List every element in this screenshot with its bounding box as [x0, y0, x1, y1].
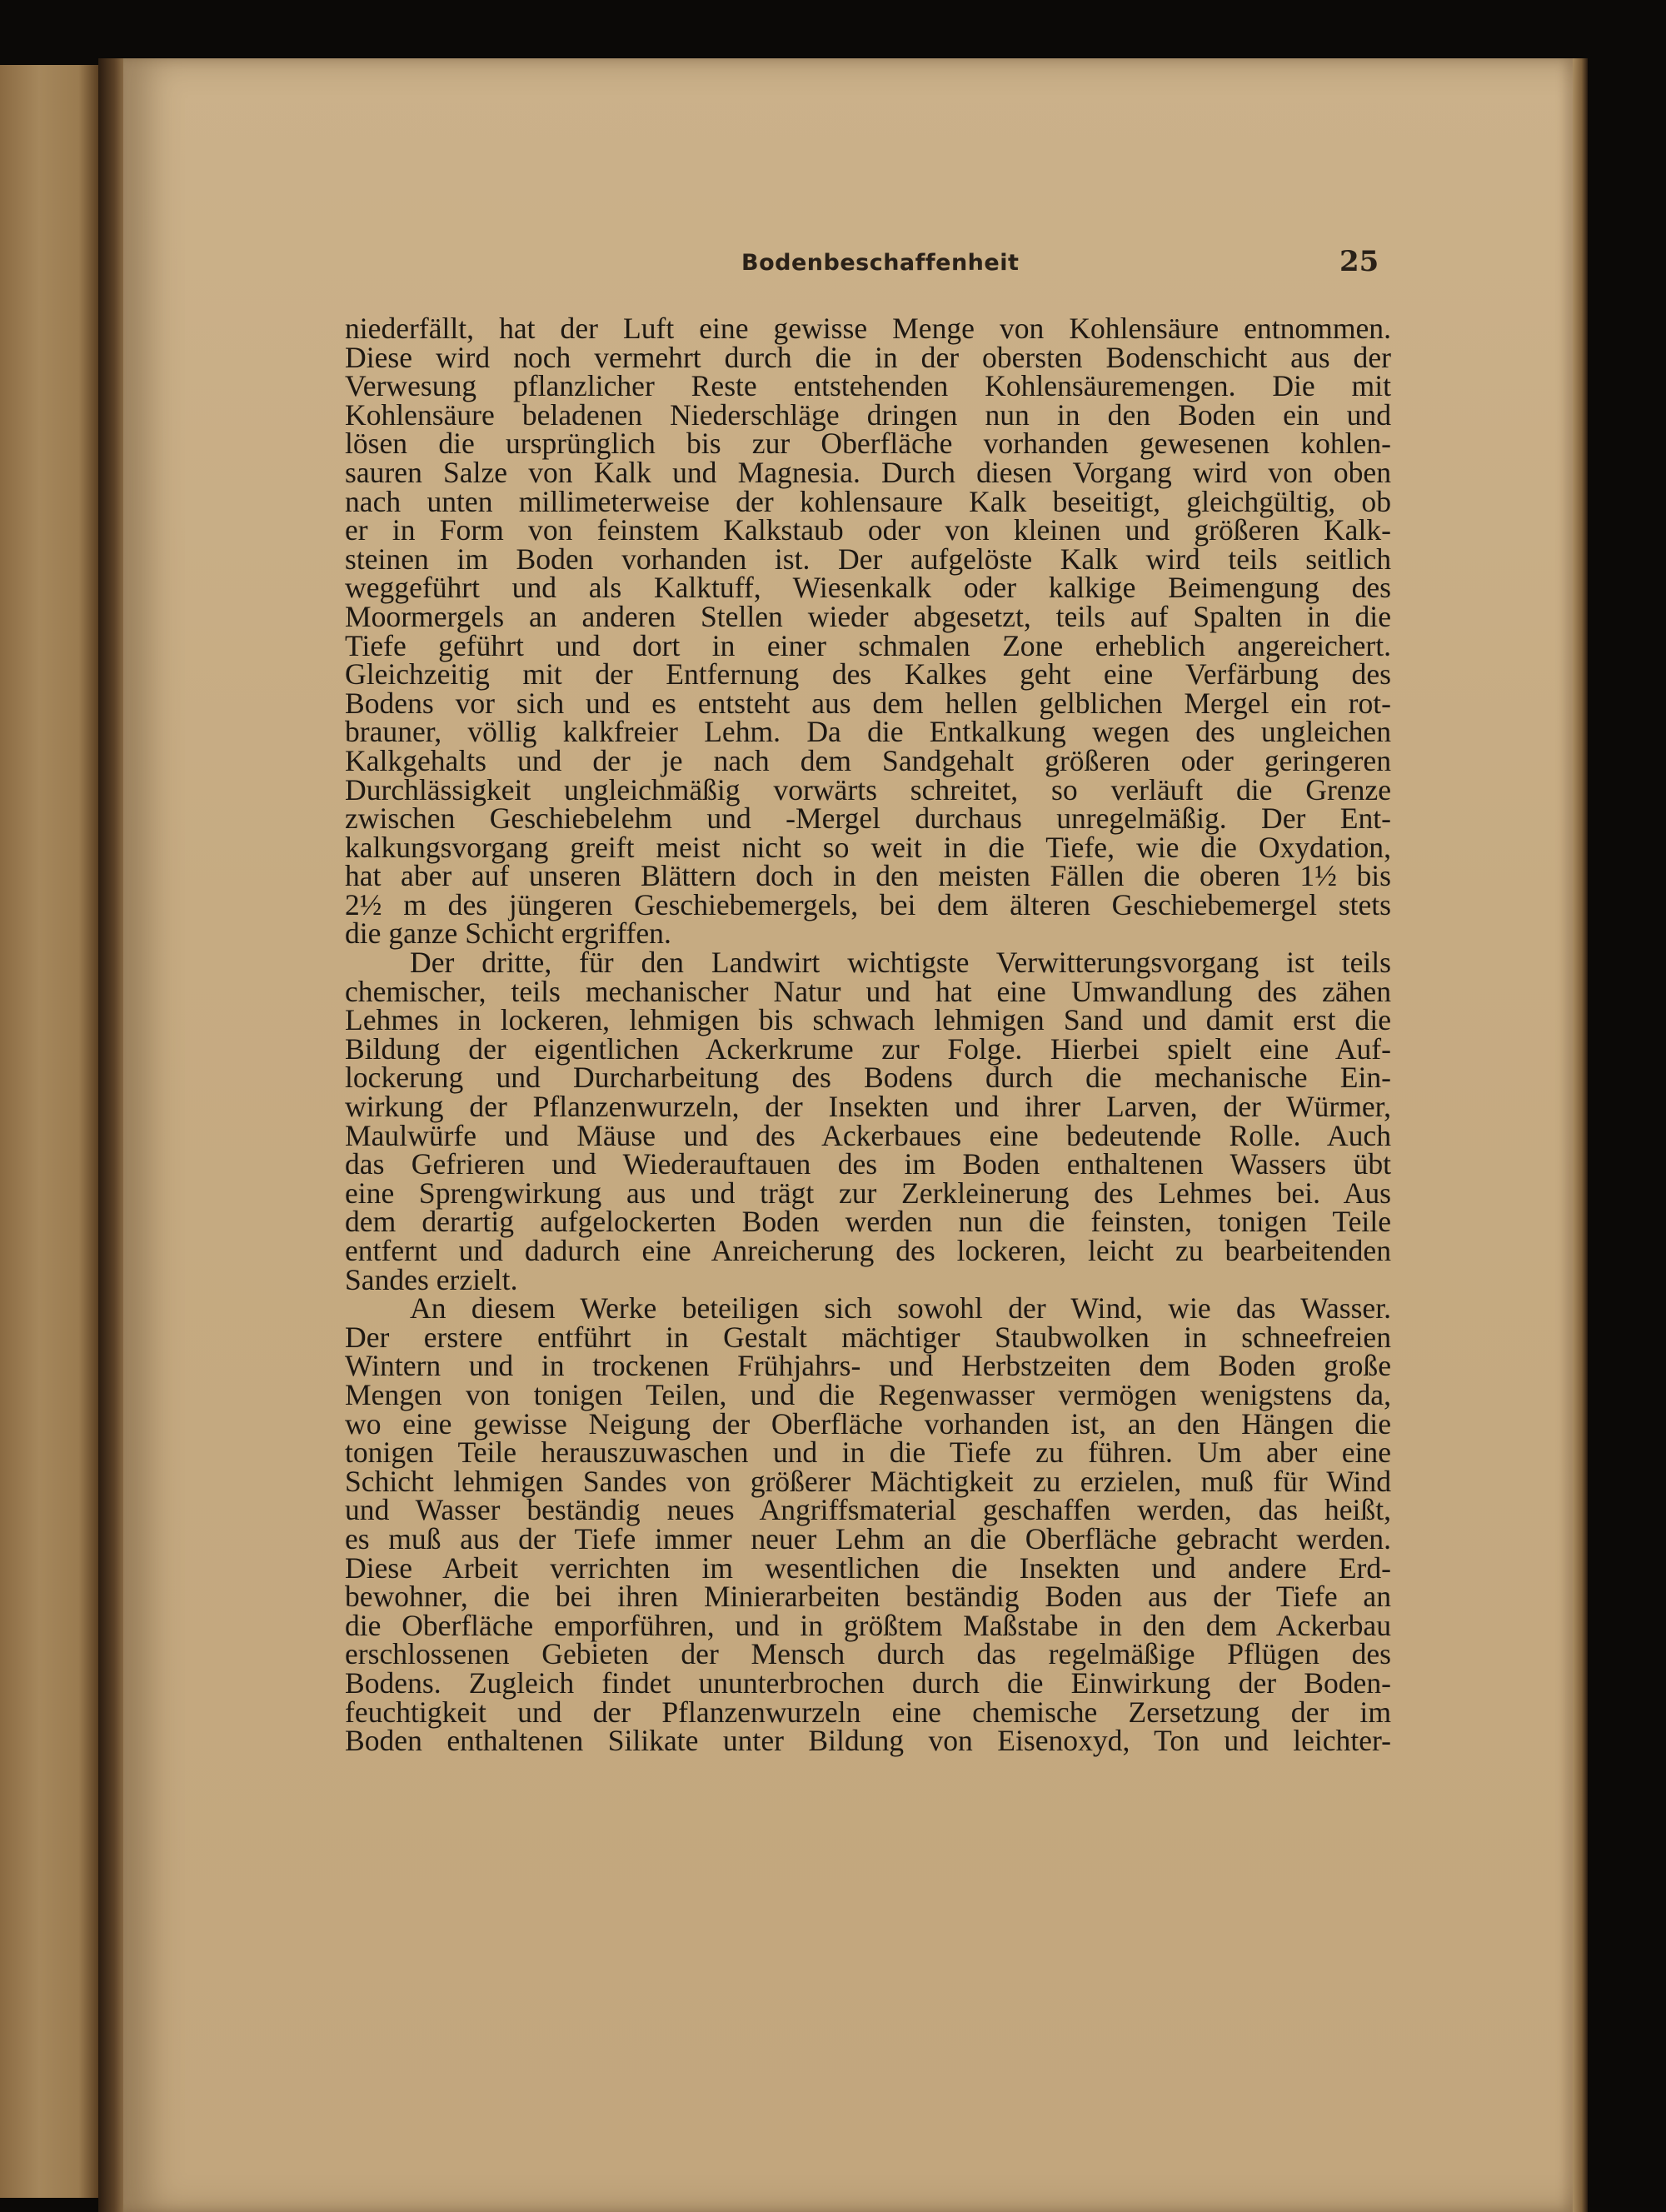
text-line: An diesem Werke beteiligen sich sowohl der Wind, wie das Wasser. — [410, 1291, 1391, 1326]
text-line: Diese Arbeit verrichten im wesentlichen die Insekten und andere Erd- — [345, 1550, 1391, 1585]
running-title: Bodenbeschaffenheit — [741, 250, 1020, 276]
text-line: Diese wird noch vermehrt durch die in der obersten Bodenschicht aus der — [345, 340, 1391, 374]
text-line: Bodens. Zugleich findet ununterbrochen durch die Einwirkung der Boden- — [345, 1665, 1391, 1700]
previous-page-edge — [0, 65, 98, 2198]
text-line: die Oberfläche emporführen, und in größtem Maßstabe in den dem Ackerbau — [345, 1608, 1391, 1642]
text-line: Tiefe geführt und dort in einer schmalen Zone erheblich angereichert. — [345, 628, 1391, 662]
text-line: Boden enthaltenen Silikate unter Bildung von Eisenoxyd, Ton und leichter- — [345, 1724, 1391, 1758]
text-line: nach unten millimeterweise der kohlensaure Kalk beseitigt, gleichgültig, ob — [345, 484, 1391, 518]
text-line: wo eine gewisse Neigung der Oberfläche vorhanden ist, an den Hängen die — [345, 1406, 1391, 1441]
text-line: Schicht lehmigen Sandes von größerer Mächtigkeit zu erzielen, muß für Wind — [345, 1464, 1391, 1498]
text-line: Verwesung pflanzlicher Reste entstehenden Kohlensäuremengen. Die mit — [345, 369, 1391, 403]
text-line: Sandes erzielt. — [345, 1262, 518, 1296]
text-line: lockerung und Durcharbeitung des Bodens durch die mechanische Ein- — [345, 1061, 1391, 1095]
text-line: Moormergels an anderen Stellen wieder abgesetzt, teils auf Spalten in die — [345, 599, 1391, 633]
text-line: weggeführt und als Kalktuff, Wiesenkalk oder kalkige Beimengung des — [345, 571, 1391, 605]
text-line: Kalkgehalts und der je nach dem Sandgehalt größeren oder geringeren — [345, 743, 1391, 777]
book-gutter — [98, 58, 125, 2212]
text-line: Kohlensäure beladenen Niederschläge dringen nun in den Boden ein und — [345, 397, 1391, 432]
text-line: sauren Salze von Kalk und Magnesia. Durch diesen Vorgang wird von oben — [345, 455, 1391, 489]
text-line: tonigen Teile herauszuwaschen und in die Tiefe zu führen. Um aber eine — [345, 1436, 1391, 1470]
text-line: Durchlässigkeit ungleichmäßig vorwärts schreitet, so verläuft die Grenze — [345, 772, 1391, 806]
text-line: 2½ m des jüngeren Geschiebemergels, bei dem älteren Geschiebemergel stets — [345, 887, 1391, 921]
text-line: entfernt und dadurch eine Anreicherung des lockeren, leicht zu bearbeitenden — [345, 1234, 1391, 1267]
text-line: dem derartig aufgelockerten Boden werden nun die feinsten, tonigen Teile — [345, 1205, 1391, 1239]
page-number: 25 — [1339, 245, 1379, 278]
text-line: Der dritte, für den Landwirt wichtigste Verwitterungsvorgang ist teils — [410, 946, 1391, 980]
text-line: niederfällt, hat der Luft eine gewisse Menge von Kohlensäure entnommen. — [345, 312, 1391, 345]
text-line: Bildung der eigentlichen Ackerkrume zur Folge. Hierbei spielt eine Auf- — [345, 1031, 1391, 1066]
body-text — [345, 312, 1391, 1758]
text-line: Gleichzeitig mit der Entfernung des Kalkes geht eine Verfärbung des — [345, 657, 1391, 692]
text-line: er in Form von feinstem Kalkstaub oder von kleinen und größeren Kalk- — [345, 513, 1391, 547]
text-line: Wintern und in trockenen Frühjahrs- und Herbstzeiten dem Boden große — [345, 1349, 1391, 1383]
text-line: die ganze Schicht ergriffen. — [345, 916, 671, 951]
page-fore-edge — [1573, 58, 1588, 2212]
text-line: und Wasser beständig neues Angriffsmaterial geschaffen werden, das heißt, — [345, 1493, 1391, 1527]
text-line: erschlossenen Gebieten der Mensch durch das regelmäßige Pflügen des — [345, 1637, 1391, 1671]
text-line: bewohner, die bei ihren Minierarbeiten beständig Boden aus der Tiefe an — [345, 1580, 1391, 1614]
text-line: Der erstere entführt in Gestalt mächtiger Staubwolken in schneefreien — [345, 1320, 1391, 1354]
text-line: Maulwürfe und Mäuse und des Ackerbaues eine bedeutende Rolle. Auch — [345, 1118, 1391, 1152]
text-line: steinen im Boden vorhanden ist. Der aufgelöste Kalk wird teils seitlich — [345, 542, 1391, 576]
text-line: das Gefrieren und Wiederauftauen des im Boden enthaltenen Wassers übt — [345, 1147, 1391, 1181]
text-line: wirkung der Pflanzenwurzeln, der Insekten und ihrer Larven, der Würmer, — [345, 1090, 1391, 1124]
text-line: zwischen Geschiebelehm und -Mergel durchaus unregelmäßig. Der Ent- — [345, 801, 1391, 836]
text-line: Bodens vor sich und es entsteht aus dem hellen gelblichen Mergel ein rot- — [345, 686, 1391, 720]
text-line: kalkungsvorgang greift meist nicht so weit in die Tiefe, wie die Oxydation, — [345, 830, 1391, 864]
text-line: chemischer, teils mechanischer Natur und hat eine Umwandlung des zähen — [345, 974, 1391, 1008]
text-line: eine Sprengwirkung aus und trägt zur Zerkleinerung des Lehmes bei. Aus — [345, 1176, 1391, 1210]
text-line: lösen die ursprünglich bis zur Oberfläche vorhanden gewesenen kohlen- — [345, 427, 1391, 461]
text-line: feuchtigkeit und der Pflanzenwurzeln eine chemische Zersetzung der im — [345, 1695, 1391, 1729]
text-line: Mengen von tonigen Teilen, und die Regenwasser vermögen wenigstens da, — [345, 1377, 1391, 1411]
text-line: brauner, völlig kalkfreier Lehm. Da die Entkalkung wegen des ungleichen — [345, 715, 1391, 749]
text-line: hat aber auf unseren Blättern doch in den meisten Fällen die oberen 1½ bis — [345, 859, 1391, 893]
text-line: es muß aus der Tiefe immer neuer Lehm an die Oberfläche gebracht werden. — [345, 1521, 1391, 1555]
text-line: Lehmes in lockeren, lehmigen bis schwach lehmigen Sand und damit erst die — [345, 1003, 1391, 1037]
